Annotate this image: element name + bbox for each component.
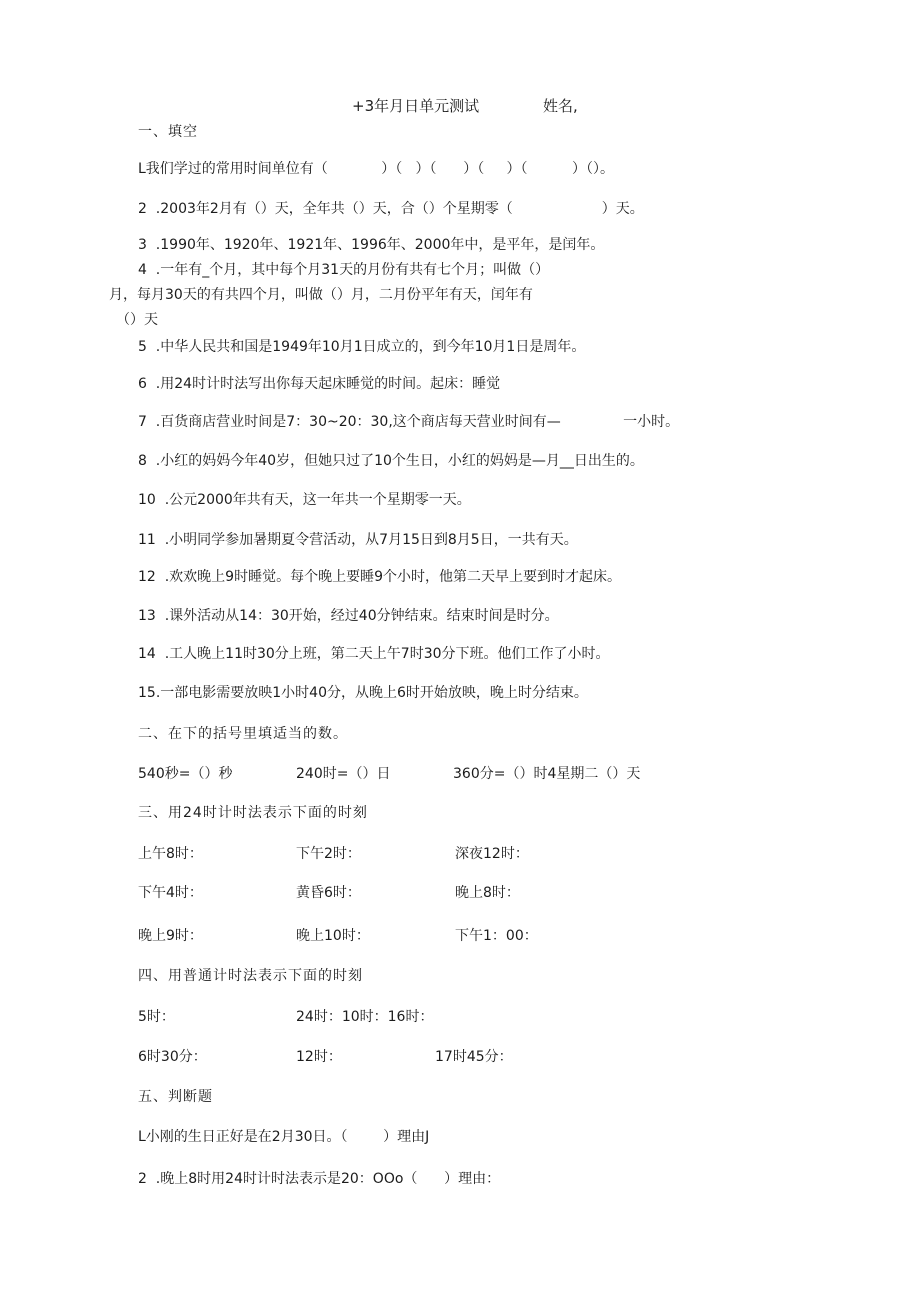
time-item: 12时： bbox=[296, 1049, 342, 1065]
section-5-heading: 五、判断题 bbox=[138, 1089, 213, 1105]
question-1-15: 15.一部电影需要放映1小时40分，从晚上6时开始放映，晚上时分结束。 bbox=[138, 685, 588, 701]
question-1-12: 12 .欢欢晚上9时睡觉。每个晚上要睡9个小时，他第二天早上要到时才起床。 bbox=[138, 569, 621, 585]
page-title: +3年月日单元测试 bbox=[352, 97, 480, 115]
time-item: 晚上8时： bbox=[455, 885, 520, 901]
question-1-13: 13 .课外活动从14：30开始，经过40分钟结束。结束时间是时分。 bbox=[138, 608, 559, 624]
time-item: 晚上10时： bbox=[296, 928, 370, 944]
time-item: 晚上9时： bbox=[138, 928, 203, 944]
question-1-2: 2 .2003年2月有（）天，全年共（）天，合（）个星期零（ ）天。 bbox=[138, 201, 644, 217]
time-item: 24时：10时：16时： bbox=[296, 1009, 434, 1025]
conversion-item: 240时=（）日 bbox=[296, 766, 391, 782]
time-item: 下午4时： bbox=[138, 885, 203, 901]
time-item: 17时45分： bbox=[435, 1049, 513, 1065]
time-item: 黄昏6时： bbox=[296, 885, 361, 901]
time-item: 5时： bbox=[138, 1009, 175, 1025]
conversion-item: 360分=（）时4星期二（）天 bbox=[453, 766, 641, 782]
judgement-1: L小刚的生日正好是在2月30日。（ ）理由J bbox=[138, 1129, 430, 1145]
question-1-6: 6 .用24时计时法写出你每天起床睡觉的时间。起床：睡觉 bbox=[138, 376, 501, 392]
question-1-5: 5 .中华人民共和国是1949年10月1日成立的，到今年10月1日是周年。 bbox=[138, 339, 586, 355]
question-1-14: 14 .工人晚上11时30分上班，第二天上午7时30分下班。他们工作了小时。 bbox=[138, 646, 610, 662]
question-1-1: L我们学过的常用时间单位有（ ）（ ）（ ）（ ）（ ）（）。 bbox=[138, 161, 615, 177]
question-1-11: 11 .小明同学参加暑期夏令营活动，从7月15日到8月5日，一共有天。 bbox=[138, 532, 578, 548]
conversion-item: 540秒=（）秒 bbox=[138, 766, 233, 782]
section-1-heading: 一、填空 bbox=[138, 124, 198, 140]
question-1-4-line-3: （）天 bbox=[116, 312, 158, 328]
question-1-4-line-2: 月，每月30天的有共四个月，叫做（）月，二月份平年有天，闰年有 bbox=[109, 287, 533, 303]
question-1-7: 7 .百货商店营业时间是7：30~20：30,这个商店每天营业时间有— 一小时。 bbox=[138, 414, 680, 430]
section-4-heading: 四、用普通计时法表示下面的时刻 bbox=[138, 968, 363, 984]
question-1-8: 8 .小红的妈妈今年40岁，但她只过了10个生日，小红的妈妈是—月__日出生的。 bbox=[138, 453, 644, 469]
time-item: 深夜12时： bbox=[455, 846, 529, 862]
section-3-heading: 三、用24时计时法表示下面的时刻 bbox=[138, 805, 368, 821]
time-item: 下午2时： bbox=[296, 846, 361, 862]
question-1-3: 3 .1990年、1920年、1921年、1996年、2000年中，是平年，是闰年。 bbox=[138, 237, 605, 253]
judgement-2: 2 .晚上8时用24时计时法表示是20：OOo（ ）理由： bbox=[138, 1171, 501, 1187]
time-item: 上午8时： bbox=[138, 846, 203, 862]
section-2-heading: 二、在下的括号里填适当的数。 bbox=[138, 726, 348, 742]
time-item: 下午1：00： bbox=[455, 928, 538, 944]
question-1-4-line-1: 4 .一年有_个月，其中每个月31天的月份有共有七个月；叫做（） bbox=[138, 262, 550, 278]
time-item: 6时30分： bbox=[138, 1049, 207, 1065]
name-label: 姓名, bbox=[543, 97, 578, 115]
question-1-10: 10 .公元2000年共有天，这一年共一个星期零一天。 bbox=[138, 492, 471, 508]
